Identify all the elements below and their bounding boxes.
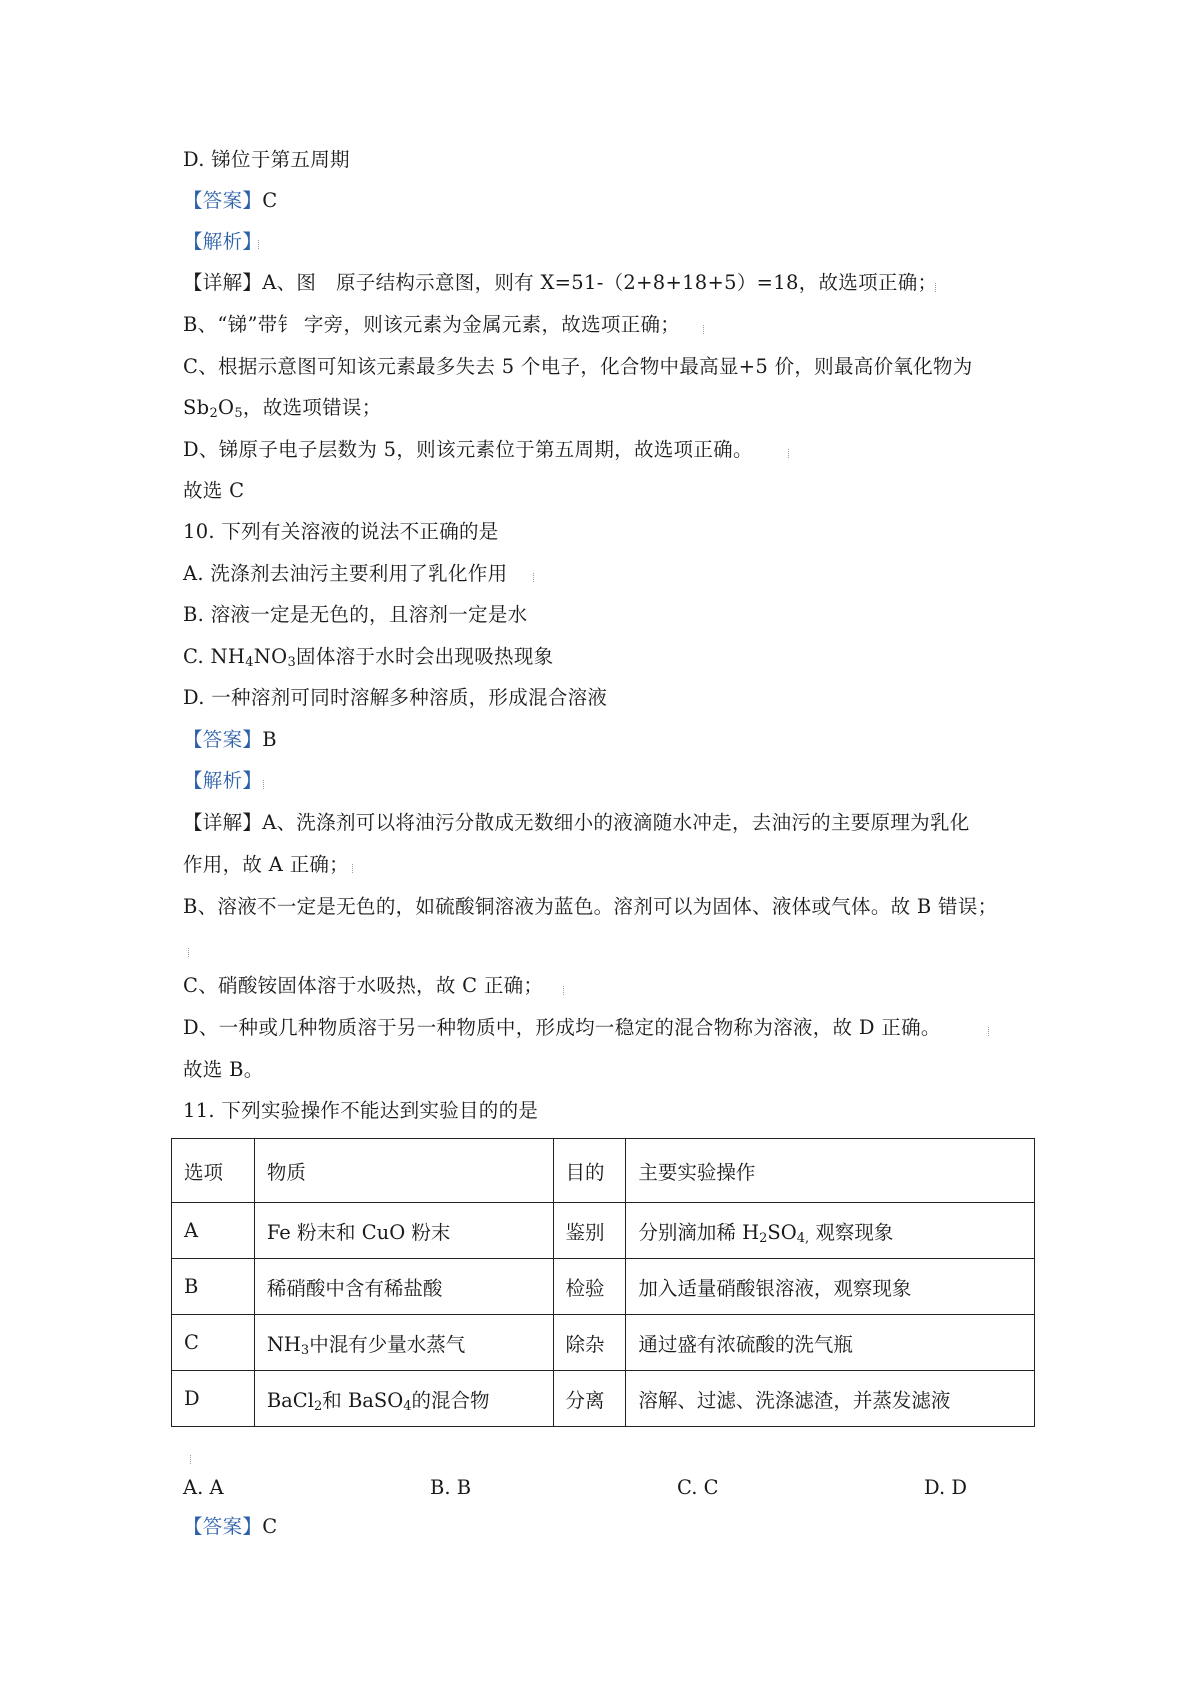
op-text: SO bbox=[767, 1220, 797, 1244]
paragraph-marker bbox=[988, 1027, 990, 1036]
table-cell-option: C bbox=[172, 1315, 255, 1371]
q9-option-d: D. 锑位于第五周期 bbox=[183, 148, 350, 171]
detail-tag: 【详解】 bbox=[183, 271, 263, 294]
sub-text: BaCl bbox=[266, 1388, 314, 1412]
q10-option-d: D. 一种溶剂可同时溶解多种溶质，形成混合溶液 bbox=[183, 686, 608, 709]
q11-choices bbox=[183, 1474, 973, 1502]
op-text: 观察现象 bbox=[809, 1220, 894, 1244]
paragraph-marker bbox=[563, 986, 565, 995]
formula-sub: 3 bbox=[287, 655, 297, 670]
formula-sub: 5 bbox=[234, 406, 243, 421]
paragraph-marker bbox=[788, 449, 790, 458]
table-cell-aim: 鉴别 bbox=[553, 1203, 626, 1259]
q10-answer-line bbox=[183, 726, 277, 754]
sub-text: 的混合物 bbox=[411, 1388, 490, 1412]
choice-d: D. D bbox=[924, 1476, 967, 1499]
table-cell-substance bbox=[254, 1315, 553, 1371]
q10-detail-d: D、一种或几种物质溶于另一种物质中，形成均一稳定的混合物称为溶液，故 D 正确。 bbox=[183, 1016, 941, 1039]
table-row bbox=[172, 1259, 1035, 1315]
table-cell-substance: 稀硝酸中含有稀盐酸 bbox=[254, 1259, 553, 1315]
q11-answer-line bbox=[183, 1513, 277, 1541]
answer-tag: 【答案】 bbox=[183, 1515, 263, 1538]
q9-detail-d: D、锑原子电子层数为 5，则该元素位于第五周期，故选项正确。 bbox=[183, 438, 753, 461]
formula-o: O bbox=[218, 396, 235, 419]
paragraph-marker bbox=[258, 240, 260, 249]
sub-text: 中混有少量水蒸气 bbox=[309, 1332, 466, 1356]
table-header-cell: 物质 bbox=[254, 1139, 553, 1203]
q10-detail-a1 bbox=[183, 809, 970, 837]
sub-text: NH bbox=[266, 1332, 301, 1356]
paragraph-marker bbox=[263, 780, 265, 789]
formula-sub: 4 bbox=[245, 655, 254, 670]
choice-c: C. C bbox=[677, 1476, 719, 1499]
q10-detail-a2: 作用，故 A 正确； bbox=[183, 853, 349, 876]
formula-sub: 2 bbox=[313, 1398, 323, 1414]
q10-analysis-tag: 【解析】 bbox=[183, 769, 263, 792]
table-cell-option: D bbox=[172, 1371, 255, 1427]
table-header-row bbox=[172, 1139, 1035, 1203]
q9-analysis-tag: 【解析】 bbox=[183, 230, 263, 253]
q10-option-c-post: 固体溶于水时会出现吸热现象 bbox=[296, 645, 554, 668]
table-header-cell: 选项 bbox=[172, 1139, 255, 1203]
q9-detail-c1: C、根据示意图可知该元素最多失去 5 个电子，化合物中最高显+5 价，则最高价氧化物为 bbox=[183, 355, 973, 378]
q11-stem: 11. 下列实验操作不能达到实验目的的是 bbox=[183, 1099, 539, 1122]
paragraph-marker bbox=[188, 948, 190, 957]
q10-conclusion: 故选 B。 bbox=[183, 1058, 264, 1081]
q9-detail-c2 bbox=[183, 394, 382, 422]
q10-option-c-pre: C. NH bbox=[183, 645, 246, 668]
q11-answer: C bbox=[262, 1515, 278, 1538]
sub-text: 和 BaSO bbox=[322, 1388, 404, 1412]
q10-detail-a1-text: A、洗涤剂可以将油污分散成无数细小的液滴随水冲走，去油污的主要原理为乳化 bbox=[262, 811, 970, 834]
table-cell-operation: 加入适量硝酸银溶液，观察现象 bbox=[626, 1259, 1035, 1315]
table-cell-aim: 检验 bbox=[553, 1259, 626, 1315]
q10-option-c bbox=[183, 643, 553, 671]
paragraph-marker bbox=[935, 283, 937, 292]
table-cell-operation: 溶解、过滤、洗涤滤渣，并蒸发滤液 bbox=[626, 1371, 1035, 1427]
choice-b: B. B bbox=[430, 1476, 472, 1499]
q9-detail-c2-rest: ，故选项错误； bbox=[242, 396, 382, 419]
q11-options-table bbox=[171, 1138, 1035, 1427]
q10-option-c-mid: NO bbox=[253, 645, 288, 668]
formula-sub: 4 bbox=[403, 1398, 412, 1414]
q10-option-b: B. 溶液一定是无色的，且溶剂一定是水 bbox=[183, 603, 528, 626]
table-cell-operation: 通过盛有浓硫酸的洗气瓶 bbox=[626, 1315, 1035, 1371]
table-row bbox=[172, 1371, 1035, 1427]
formula-sub: 3 bbox=[300, 1342, 310, 1358]
table-cell-operation bbox=[626, 1203, 1035, 1259]
formula-sub: 2 bbox=[209, 406, 219, 421]
table-cell-option: B bbox=[172, 1259, 255, 1315]
table-row bbox=[172, 1315, 1035, 1371]
q9-detail-b: B、“锑”带钅 字旁，则该元素为金属元素，故选项正确； bbox=[183, 313, 681, 336]
paragraph-marker bbox=[533, 573, 535, 582]
q9-answer: C bbox=[262, 189, 278, 212]
formula-sub: 4, bbox=[796, 1230, 810, 1246]
q9-detail-a bbox=[183, 269, 937, 297]
table-row bbox=[172, 1203, 1035, 1259]
q10-option-a: A. 洗涤剂去油污主要利用了乳化作用 bbox=[183, 562, 508, 585]
table-cell-aim: 除杂 bbox=[553, 1315, 626, 1371]
q10-stem: 10. 下列有关溶液的说法不正确的是 bbox=[183, 520, 499, 543]
table-cell-aim: 分离 bbox=[553, 1371, 626, 1427]
table-header-cell: 目的 bbox=[553, 1139, 626, 1203]
formula-sb: Sb bbox=[183, 396, 210, 419]
q10-detail-b: B、溶液不一定是无色的，如硫酸铜溶液为蓝色。溶剂可以为固体、液体或气体。故 B 错误； bbox=[183, 895, 998, 918]
q10-answer: B bbox=[262, 728, 277, 751]
q9-answer-line bbox=[183, 187, 277, 215]
paragraph-marker bbox=[703, 325, 705, 334]
q9-conclusion: 故选 C bbox=[183, 479, 245, 502]
table-cell-option: A bbox=[172, 1203, 255, 1259]
paragraph-marker bbox=[190, 1455, 192, 1464]
table-cell-substance: Fe 粉末和 CuO 粉末 bbox=[254, 1203, 553, 1259]
q10-detail-c: C、硝酸铵固体溶于水吸热，故 C 正确； bbox=[183, 974, 544, 997]
choice-a: A. A bbox=[183, 1476, 224, 1499]
op-text: 分别滴加稀 H bbox=[638, 1220, 760, 1244]
q9-detail-a-text: A、图 原子结构示意图，则有 X=51-（2+8+18+5）=18，故选项正确； bbox=[262, 271, 938, 294]
detail-tag: 【详解】 bbox=[183, 811, 263, 834]
answer-tag: 【答案】 bbox=[183, 189, 263, 212]
table-cell-substance bbox=[254, 1371, 553, 1427]
answer-tag: 【答案】 bbox=[183, 728, 263, 751]
table-header-cell: 主要实验操作 bbox=[626, 1139, 1035, 1203]
paragraph-marker bbox=[352, 864, 354, 873]
formula-sub: 2 bbox=[759, 1230, 768, 1246]
